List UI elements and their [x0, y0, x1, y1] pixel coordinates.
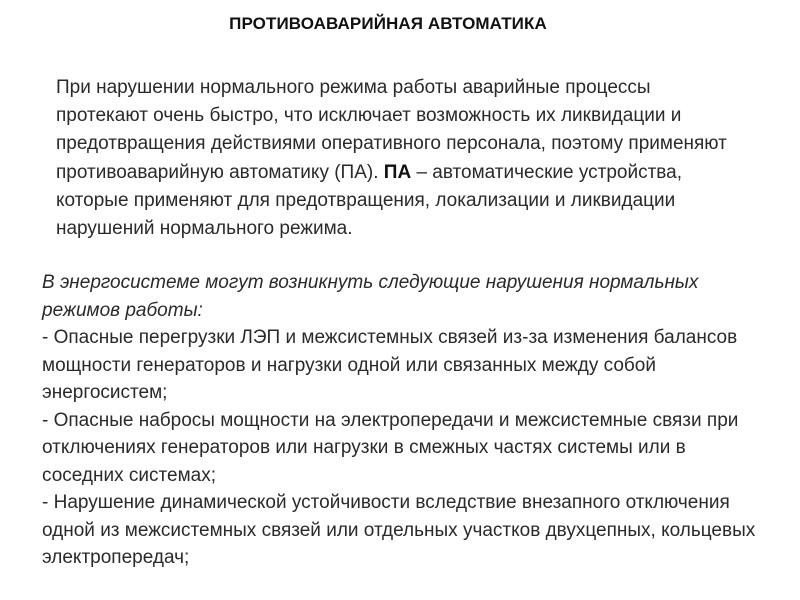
slide-title: ПРОТИВОАВАРИЙНАЯ АВТОМАТИКА: [229, 14, 547, 33]
intro-text-before: При нарушении нормального режима работы аварийные процессы протекают очень быстро, что исключает возможность их ликвидации и предотвращения действиями оперативного персонала, поэтому применяют противоаварийную автоматику (ПА).: [56, 77, 727, 183]
list-item-overload: - Опасные перегрузки ЛЭП и межсистемных связей из-за изменения балансов мощности генераторов и нагрузки одной или связанных между собой энергосистем;: [42, 327, 738, 403]
list-item-stability-loss: - Нарушение динамической устойчивости вследствие внезапного отключения одной из межсистемных связей или отдельных участков двухцепных, кольцевых электропередач;: [42, 492, 756, 568]
list-item-power-surge: - Опасные набросы мощности на электропередачи и межсистемные связи при отключениях генераторов или нагрузки в смежных частях системы или в соседних системах;: [42, 409, 739, 486]
violations-list: [42, 269, 772, 572]
intro-bold-term: ПА: [383, 161, 412, 183]
intro-text-after: – автоматические устройства, которые применяют для предотвращения, локализации и ликвидации нарушений нормального режима.: [56, 161, 683, 240]
intro-paragraph: [56, 74, 746, 243]
list-lead: В энергосистеме могут возникнуть следующие нарушения нормальных режимов работы:: [42, 272, 699, 321]
